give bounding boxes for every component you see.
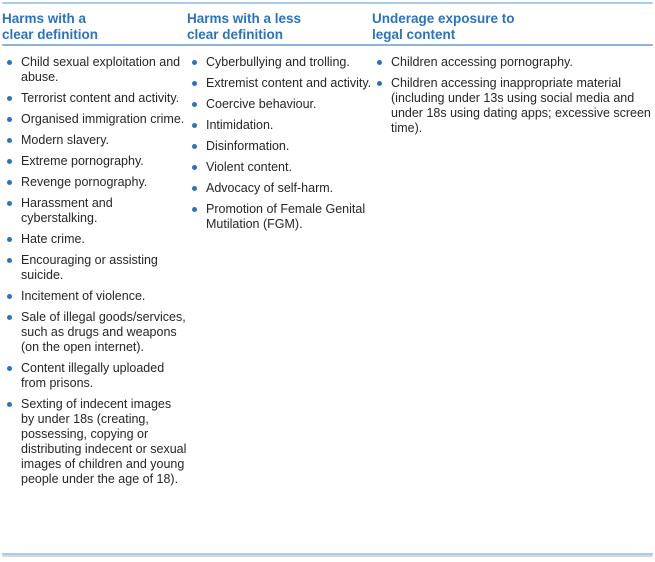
list-item [2, 232, 187, 247]
list-item-text: Child sexual exploitation and abuse. [21, 55, 181, 84]
list-item [2, 175, 187, 190]
list-item-text: Sexting of indecent images by under 18s (creating, possessing, copying or distributing indecent or sexual images of children and young people under the age of 18). [21, 397, 187, 486]
bullet-icon [192, 123, 197, 128]
list-item-text: Incitement of violence. [21, 289, 146, 303]
bullet-icon [7, 96, 12, 101]
list-item-text: Extremist content and activity. [206, 76, 372, 90]
list-item-text: Advocacy of self-harm. [206, 181, 334, 195]
bullet-icon [192, 102, 197, 107]
list-item-text: Intimidation. [206, 118, 274, 132]
list-item-text: Terrorist content and activity. [21, 91, 180, 105]
bullet-icon [7, 117, 12, 122]
list-item [187, 139, 372, 154]
column-underage-exposure [372, 11, 653, 493]
list-item-text: Promotion of Female Genital Mutilation (FGM). [206, 202, 366, 231]
bullet-icon [377, 81, 382, 86]
top-rule [2, 2, 653, 4]
list-item [187, 55, 372, 70]
list-item [2, 397, 187, 487]
list-item-text: Cyberbullying and trolling. [206, 55, 350, 69]
list-item-text: Extreme pornography. [21, 154, 144, 168]
bullet-icon [192, 186, 197, 191]
columns-container [2, 11, 653, 493]
bullet-icon [7, 258, 12, 263]
bullet-icon [192, 144, 197, 149]
list-item [2, 253, 187, 283]
list-item [2, 361, 187, 391]
list-item [187, 76, 372, 91]
list-item [187, 118, 372, 133]
list-item [187, 202, 372, 232]
bullet-icon [192, 165, 197, 170]
bullet-icon [7, 294, 12, 299]
list-item [372, 76, 653, 136]
list-item-text: Hate crime. [21, 232, 85, 246]
harm-list-clear-definition [2, 55, 187, 487]
list-item-text: Disinformation. [206, 139, 290, 153]
list-item [372, 55, 653, 70]
list-item [2, 154, 187, 169]
bullet-icon [192, 81, 197, 86]
column-less-clear-definition [187, 11, 372, 493]
bullet-icon [7, 237, 12, 242]
list-item-text: Harassment and cyberstalking. [21, 196, 113, 225]
harm-list-underage-exposure [372, 55, 653, 136]
list-item [187, 160, 372, 175]
bullet-icon [377, 60, 382, 65]
column-header-clear-definition: Harms with a clear definition [2, 11, 99, 42]
list-item [2, 310, 187, 355]
bullet-icon [7, 60, 12, 65]
column-header-underage-exposure: Underage exposure to legal content [372, 11, 515, 42]
bullet-icon [7, 180, 12, 185]
list-item [2, 55, 187, 85]
bottom-rule [2, 553, 653, 555]
list-item-text: Modern slavery. [21, 133, 109, 147]
harm-list-less-clear-definition [187, 55, 372, 232]
bullet-icon [192, 60, 197, 65]
bullet-icon [7, 138, 12, 143]
list-item [2, 196, 187, 226]
list-item-text: Coercive behaviour. [206, 97, 317, 111]
list-item [187, 97, 372, 112]
bullet-icon [7, 159, 12, 164]
list-item [2, 289, 187, 304]
bullet-icon [7, 402, 12, 407]
list-item-text: Encouraging or assisting suicide. [21, 253, 158, 282]
bullet-icon [7, 315, 12, 320]
list-item [2, 133, 187, 148]
list-item-text: Children accessing pornography. [391, 55, 573, 69]
list-item [187, 181, 372, 196]
list-item-text: Content illegally uploaded from prisons. [21, 361, 165, 390]
bullet-icon [7, 201, 12, 206]
list-item-text: Revenge pornography. [21, 175, 148, 189]
list-item-text: Sale of illegal goods/services, such as drugs and weapons (on the open internet). [21, 310, 186, 354]
list-item-text: Children accessing inappropriate material (including under 13s using social media and under 18s using dating apps; excessive screen time). [391, 76, 651, 135]
list-item-text: Organised immigration crime. [21, 112, 185, 126]
bullet-icon [7, 366, 12, 371]
list-item [2, 112, 187, 127]
list-item-text: Violent content. [206, 160, 292, 174]
column-clear-definition [2, 11, 187, 493]
bullet-icon [192, 207, 197, 212]
column-header-less-clear-definition: Harms with a less clear definition [187, 11, 302, 42]
list-item [2, 91, 187, 106]
